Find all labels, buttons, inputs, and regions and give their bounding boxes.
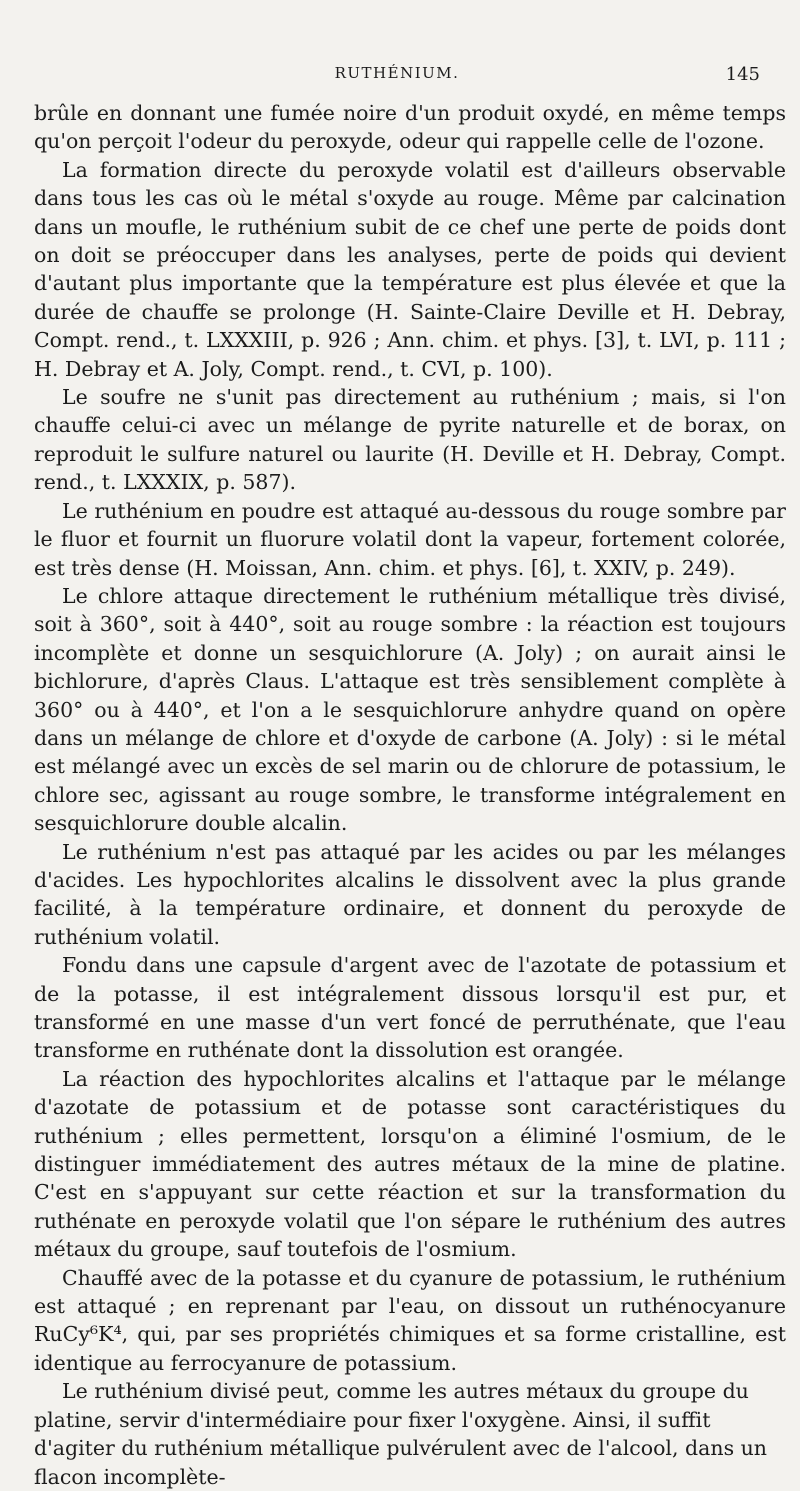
paragraph: Le ruthénium n'est pas attaqué par les acides ou par les mélanges d'acides. Les hypochlorites alcalins le dissolvent avec la plus grande facilité, à la température ordinaire, et donnent du peroxyde de ruthénium volatil. (34, 839, 786, 949)
paragraph: La formation directe du peroxyde volatil est d'ailleurs observable dans tous les cas où le métal s'oxyde au rouge. Même par calcination dans un moufle, le ruthénium subit de ce chef une perte de poids dont on doit se préoccuper dans les analyses, perte de poids qui devient d'autant plus importante que la température est plus élevée et que la durée de chauffe se prolonge (H. Sainte-Claire Deville et H. Debray, Compt. rend., t. LXXXIII, p. 926 ; Ann. chim. et phys. [3], t. LVI, p. 111 ; H. Debray et A. Joly, Compt. rend., t. CVI, p. 100). (34, 157, 786, 381)
paragraph: La réaction des hypochlorites alcalins et l'attaque par le mélange d'azotate de potassium et de potasse sont caractéristiques du ruthénium ; elles permettent, lorsqu'on a éliminé l'osmium, de le distinguer immédiatement des autres métaux de la mine de platine. C'est en s'appuyant sur cette réaction et sur la transformation du ruthénate en peroxyde volatil que l'on sépare le ruthénium des autres métaux du groupe, sauf toutefois de l'osmium. (34, 1066, 786, 1262)
page-header (34, 64, 760, 92)
paragraph: Le ruthénium divisé peut, comme les autres métaux du groupe du platine, servir d'intermédiaire pour fixer l'oxygène. Ainsi, il suffit d'agiter du ruthénium métallique pulvérulent avec de l'alcool, dans un flacon incomplète- (34, 1379, 768, 1489)
running-title: RUTHÉNIUM. (334, 64, 460, 82)
paragraph: brûle en donnant une fumée noire d'un produit oxydé, en même temps qu'on perçoit l'odeur du peroxyde, odeur qui rappelle celle de l'ozone. (34, 101, 786, 154)
paragraph: Le ruthénium en poudre est attaqué au-dessous du rouge sombre par le fluor et fournit un fluorure volatil dont la vapeur, fortement colorée, est très dense (H. Moissan, Ann. chim. et phys. [6], t. XXIV, p. 249). (34, 498, 786, 580)
page-body (34, 99, 786, 1491)
paragraph: Fondu dans une capsule d'argent avec de l'azotate de potassium et de la potasse, il est intégralement dissous lorsqu'il est pur, et transformé en une masse d'un vert foncé de perruthénate, que l'eau transforme en ruthénate dont la dissolution est orangée. (34, 953, 786, 1063)
paragraph: Chauffé avec de la potasse et du cyanure de potassium, le ruthénium est attaqué ; en reprenant par l'eau, on dissout un ruthénocyanure RuCy⁶K⁴, qui, par ses propriétés chimiques et sa forme cristalline, est identique au ferrocyanure de potassium. (34, 1265, 786, 1375)
paragraph: Le chlore attaque directement le ruthénium métallique très divisé, soit à 360°, soit à 440°, soit au rouge sombre : la réaction est toujours incomplète et donne un sesquichlorure (A. Joly) ; on aurait ainsi le bichlorure, d'après Claus. L'attaque est très sensiblement complète à 360° ou à 440°, et l'on a le sesquichlorure anhydre quand on opère dans un mélange de chlore et d'oxyde de carbone (A. Joly) : si le métal est mélangé avec un excès de sel marin ou de chlorure de potassium, le chlore sec, agissant au rouge sombre, le transforme intégralement en sesquichlorure double alcalin. (34, 583, 786, 836)
paragraph: Le soufre ne s'unit pas directement au ruthénium ; mais, si l'on chauffe celui-ci avec un mélange de pyrite naturelle et de borax, on reproduit le sulfure naturel ou laurite (H. Deville et H. Debray, Compt. rend., t. LXXXIX, p. 587). (34, 385, 786, 495)
page-number: 145 (725, 64, 760, 85)
